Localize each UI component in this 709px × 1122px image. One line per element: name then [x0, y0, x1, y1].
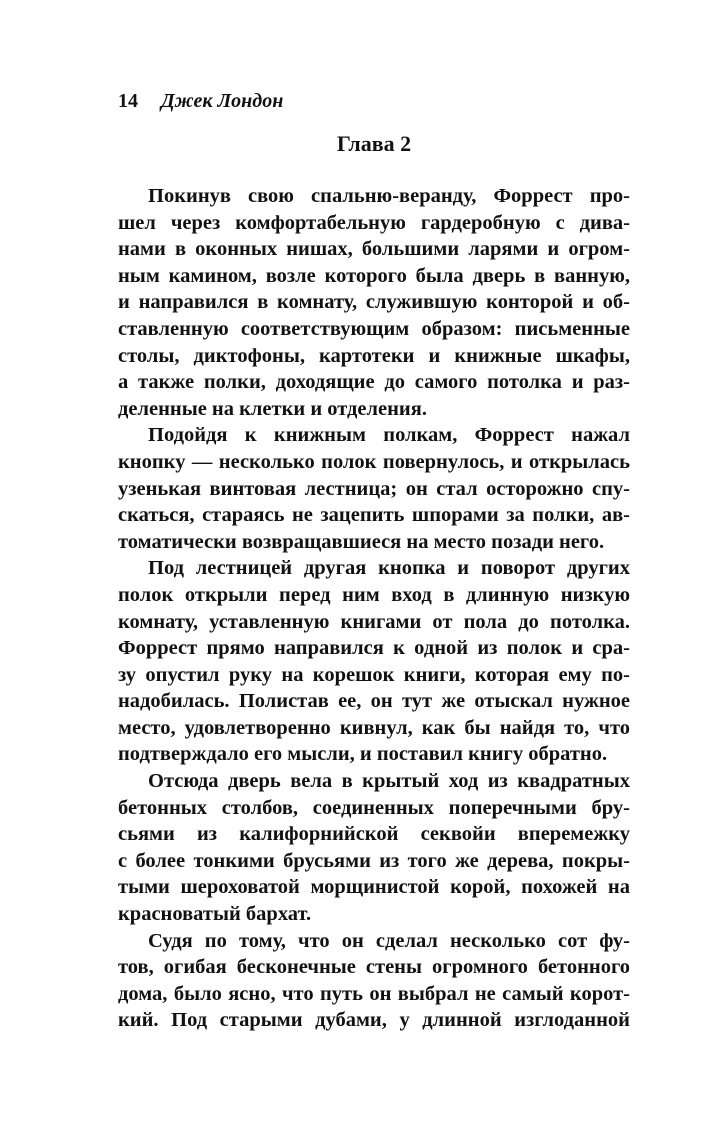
text-line: дома, было ясно, что путь он выбрал не самый корот- [118, 982, 630, 1005]
text-line: скаться, стараясь не зацепить шпорами за полки, ав- [118, 504, 630, 527]
text-line: томатически возвращавшиеся на место позади него. [118, 530, 605, 553]
text-line: Отсюда дверь вела в крытый ход из квадратных [148, 770, 630, 793]
text-line: комнату, уставленную книгами от пола до потолка. [118, 610, 630, 633]
paragraph-1 [118, 183, 630, 422]
text-line: красноватый бархат. [118, 903, 312, 926]
text-line: Покинув свою спальню-веранду, Форрест про- [148, 185, 630, 207]
text-line: сьями из калифорнийской секвойи вперемежку [118, 823, 630, 846]
paragraph-3 [118, 555, 630, 768]
text-line: кий. Под старыми дубами, у длинной изглоданной [118, 1009, 630, 1032]
text-line: деленные на клетки и отделения. [118, 397, 427, 420]
page-number: 14 [118, 90, 138, 112]
text-line: с более тонкими брусьями из того же дерева, покры- [118, 849, 630, 872]
text-line: ным камином, возле которого была дверь в ванную, [118, 264, 630, 287]
author-name: Джек Лондон [161, 90, 284, 112]
text-line: Форрест прямо направился к одной из полок и сра- [118, 637, 630, 660]
text-line: тов, огибая бесконечные стены огромного бетонного [118, 956, 630, 979]
text-line: место, удовлетворенно кивнул, как бы найдя то, что [118, 716, 630, 739]
text-line: Судя по тому, что он сделал несколько сот фу- [148, 929, 630, 952]
text-line: столы, диктофоны, картотеки и книжные шкафы, [118, 344, 630, 367]
text-line: шел через комфортабельную гардеробную с дива- [118, 211, 630, 234]
text-line: надобилась. Полистав ее, он тут же отыскал нужное [118, 690, 630, 713]
paragraph-4 [118, 768, 630, 928]
text-line: нами в оконных нишах, большими ларями и огром- [118, 238, 630, 261]
text-line: полок открыли перед ним вход в длинную низкую [118, 583, 630, 606]
text-line: и направился в комнату, служившую конторой и об- [118, 291, 630, 314]
text-line: кнопку — несколько полок повернулось, и открылась [118, 450, 630, 473]
paragraph-5 [118, 928, 630, 1034]
chapter-title: Глава 2 [336, 131, 412, 156]
text-line: узенькая винтовая лестница; он стал осторожно спу- [118, 477, 630, 500]
body-text [118, 183, 630, 1034]
text-line: тыми шероховатой морщинистой корой, похожей на [118, 876, 630, 899]
text-line: Под лестницей другая кнопка и поворот других [148, 557, 630, 580]
paragraph-2 [118, 422, 630, 555]
text-line: подтверждало его мысли, и поставил книгу обратно. [118, 743, 608, 766]
text-line: зу опустил руку на корешок книги, которая ему по- [118, 663, 630, 686]
text-line: ставленную соответствующим образом: письменные [118, 317, 630, 340]
text-line: Подойдя к книжным полкам, Форрест нажал [148, 424, 630, 447]
running-header [118, 88, 283, 114]
text-line: а также полки, доходящие до самого потолка и раз- [118, 371, 630, 394]
text-line: бетонных столбов, соединенных поперечными бру- [118, 796, 630, 819]
